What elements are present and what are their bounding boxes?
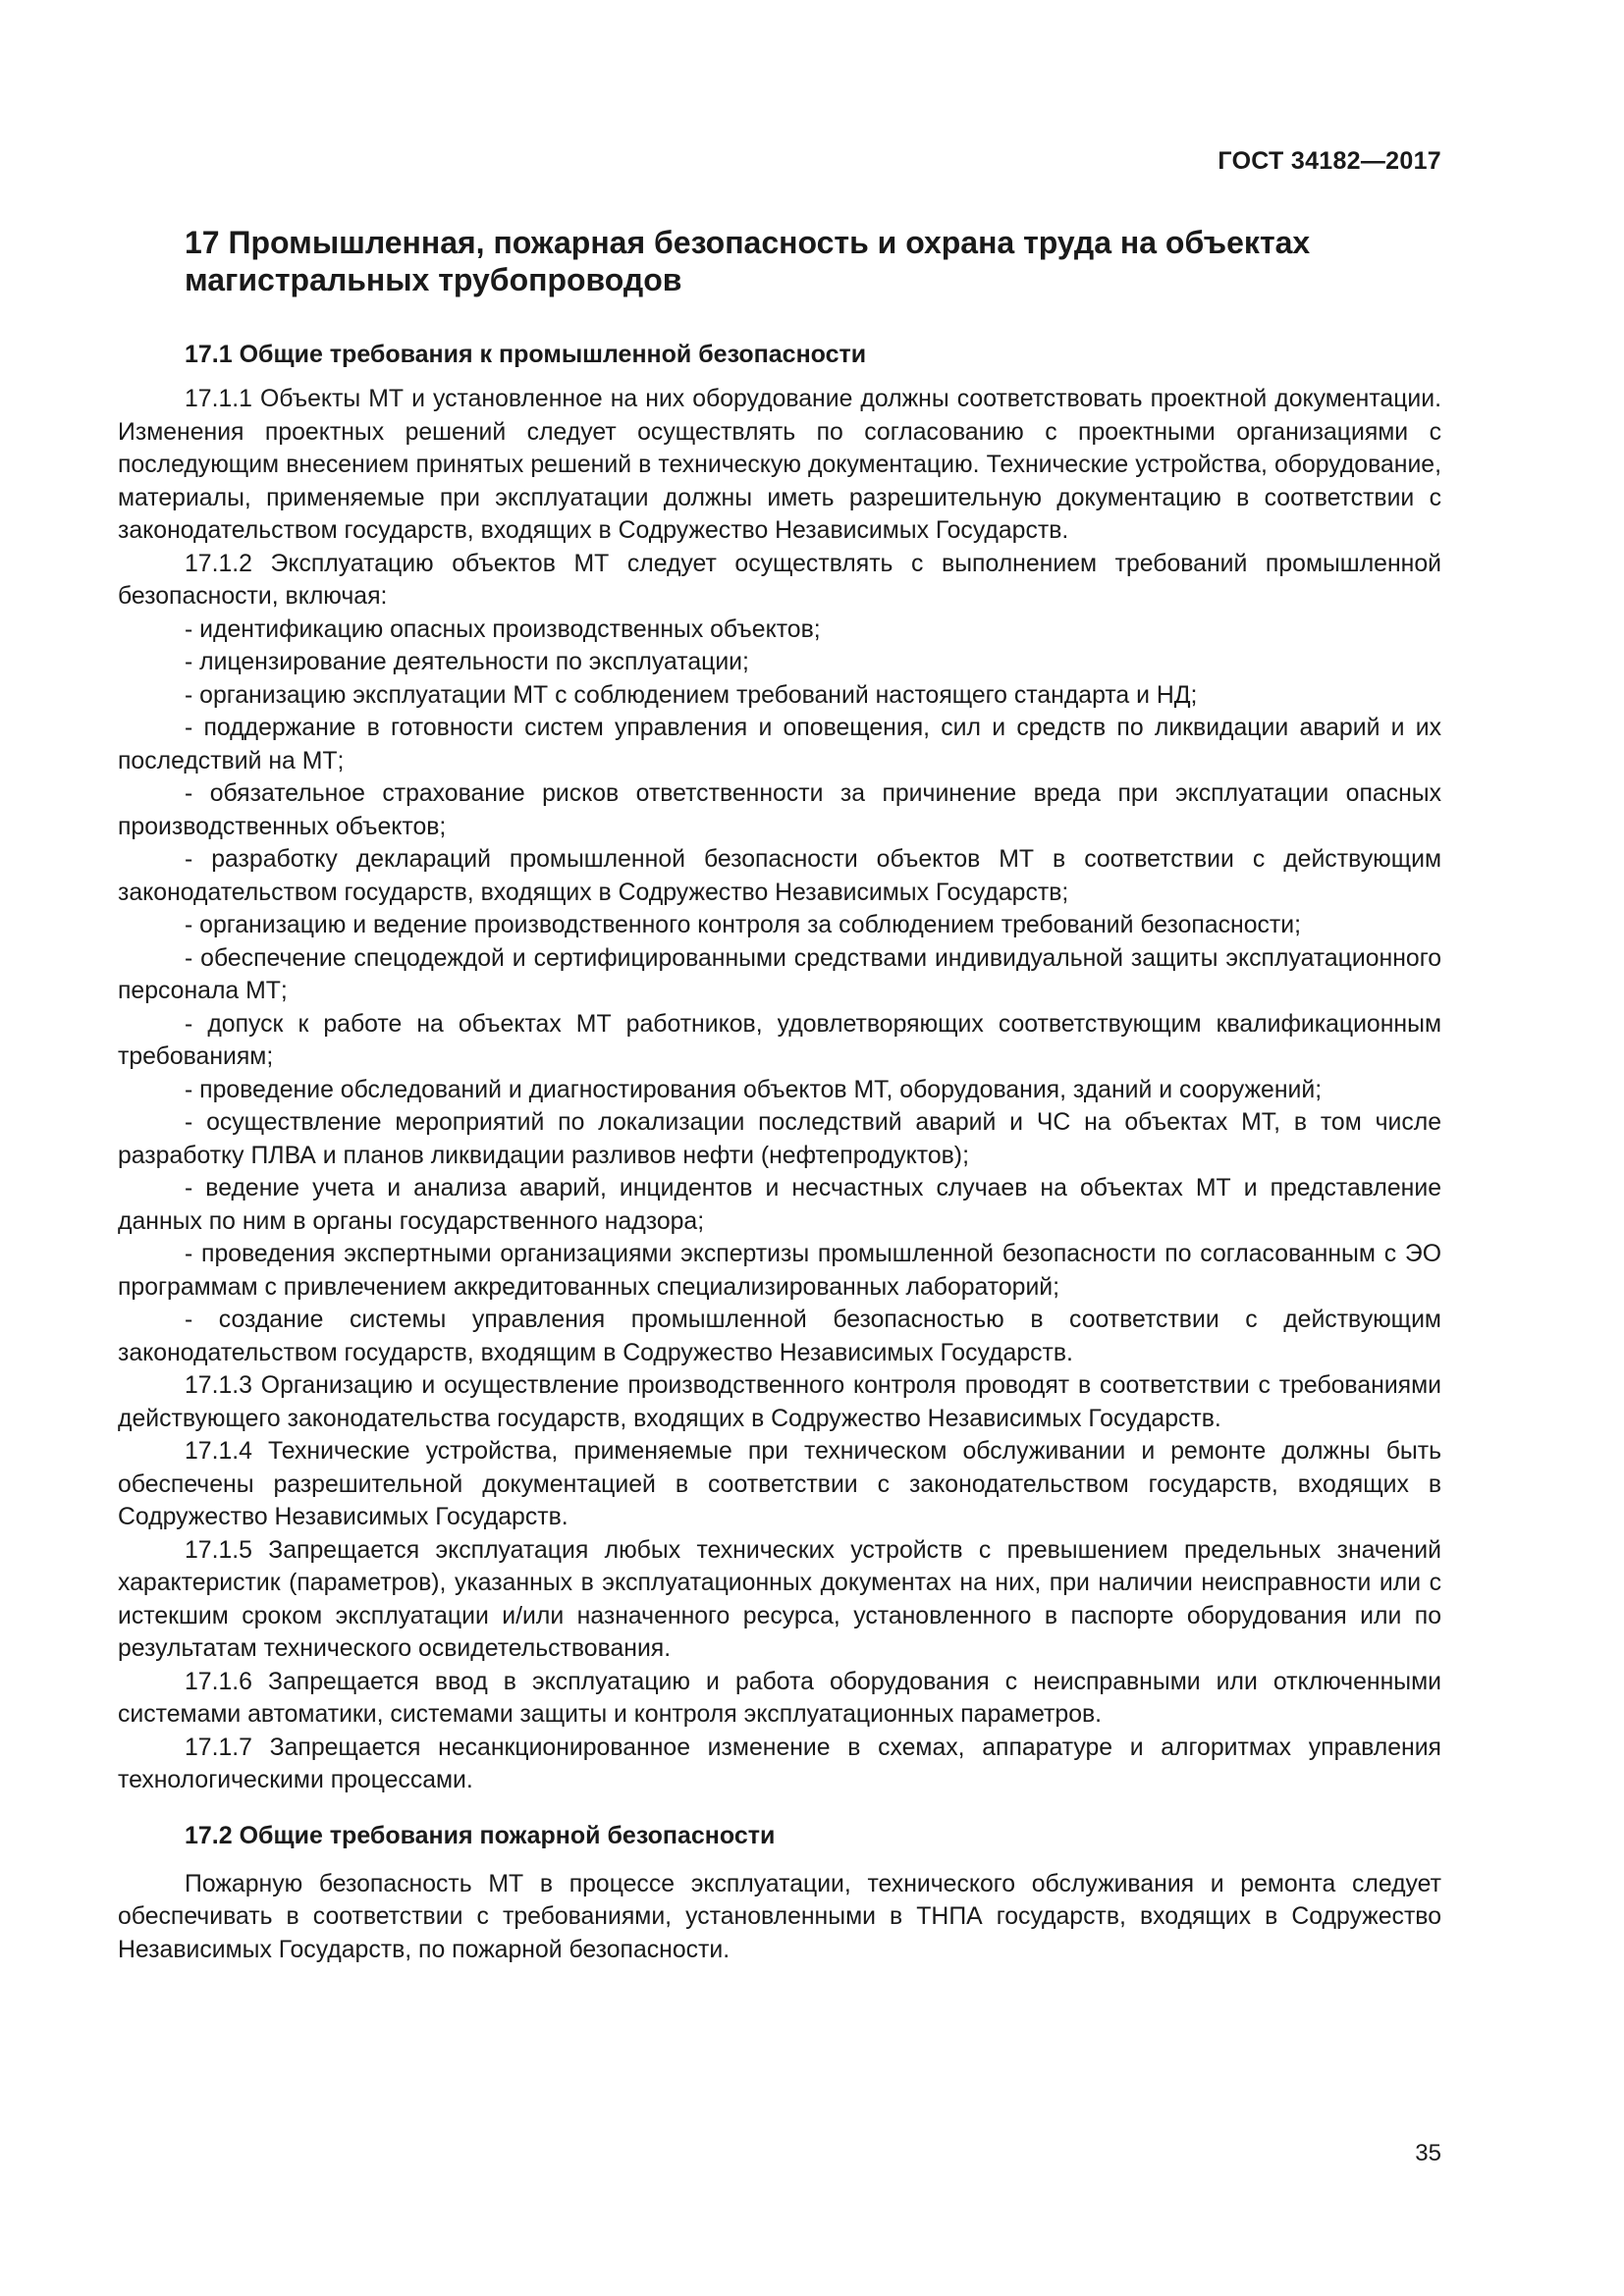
list-item: - организацию и ведение производственного контроля за соблюдением требований безопасности; (185, 912, 1301, 938)
list-item: - допуск к работе на объектах МТ работников, удовлетворяющих соответствующим квалификационным требованиям; (118, 1010, 1441, 1070)
list-item: - лицензирование деятельности по эксплуатации; (185, 649, 749, 675)
subsection-title-17-1: 17.1 Общие требования к промышленной безопасности (185, 341, 867, 368)
list-item: - ведение учета и анализа аварий, инцидентов и несчастных случаев на объектах МТ и представление данных по ним в органы государственного надзора; (118, 1175, 1441, 1235)
section-title: 17 Промышленная, пожарная безопасность и охрана труда на объектах магистральных трубопроводов (185, 225, 1311, 297)
list-item: - организацию эксплуатации МТ с соблюдением требований настоящего стандарта и НД; (185, 681, 1198, 709)
list-item: - разработку деклараций промышленной безопасности объектов МТ в соответствии с действующим законодательством государств, входящих в Содружество Независимых Государств; (118, 846, 1441, 906)
requirements-list (118, 614, 1441, 1370)
paragraph-17-1-6: 17.1.6 Запрещается ввод в эксплуатацию и работа оборудования с неисправными или отключенными системами автоматики, системами защиты и контроля эксплуатационных параметров. (118, 1668, 1441, 1728)
list-item: - создание системы управления промышленной безопасностью в соответствии с действующим законодательством государств, входящим в Содружество Независимых Государств. (118, 1307, 1441, 1366)
paragraph-17-1-5: 17.1.5 Запрещается эксплуатация любых технических устройств с превышением предельных значений характеристик (параметров), указанных в эксплуатационных документах на них, при наличии неисправности или с истекшим сроком эксплуатации и/или назначенного ресурса, установленного в паспорте оборудования или по результатам технического освидетельствования. (118, 1536, 1441, 1662)
paragraph-17-1-7: 17.1.7 Запрещается несанкционированное изменение в схемах, аппаратуре и алгоритмах управления технологическими процессами. (118, 1734, 1441, 1793)
standard-code: ГОСТ 34182—2017 (1218, 147, 1441, 175)
list-item: - обеспечение спецодеждой и сертифицированными средствами индивидуальной защиты эксплуатационного персонала МТ; (118, 944, 1441, 1004)
list-item: - проведения экспертными организациями экспертизы промышленной безопасности по согласованным с ЭО программам с привлечением аккредитованных специализированных лабораторий; (118, 1241, 1441, 1301)
subsection-title-17-2: 17.2 Общие требования пожарной безопасности (185, 1821, 776, 1849)
list-item: - идентификацию опасных производственных объектов; (185, 615, 821, 643)
list-item: - проведение обследований и диагностирования объектов МТ, оборудования, зданий и сооружений; (185, 1076, 1323, 1103)
page-number: 35 (1415, 2140, 1441, 2166)
page-content (118, 224, 1441, 1966)
paragraph-17-2: Пожарную безопасность МТ в процессе эксплуатации, технического обслуживания и ремонта следует обеспечивать в соответствии с требованиями, установленными в ТНПА государств, входящих в Содружество Независимых Государств, по пожарной безопасности. (118, 1870, 1441, 1963)
paragraph-17-1-4: 17.1.4 Технические устройства, применяемые при техническом обслуживании и ремонте должны быть обеспечены разрешительной документацией в соответствии с законодательством государств, входящих в Содружество Независимых Государств. (118, 1438, 1441, 1530)
list-item: - обязательное страхование рисков ответственности за причинение вреда при эксплуатации опасных производственных объектов; (118, 780, 1441, 840)
paragraph-17-1-3: 17.1.3 Организацию и осуществление производственного контроля проводят в соответствии с требованиями действующего законодательства государств, входящих в Содружество Независимых Государств. (118, 1372, 1441, 1432)
list-item: - осуществление мероприятий по локализации последствий аварий и ЧС на объектах МТ, в том числе разработку ПЛВА и планов ликвидации разливов нефти (нефтепродуктов); (118, 1109, 1441, 1169)
paragraph-17-1-1: 17.1.1 Объекты МТ и установленное на них оборудование должны соответствовать проектной документации. Изменения проектных решений следует осуществлять по согласованию с проектными организациями с последующим внесением принятых решений в техническую документацию. Технические устройства, оборудование, материалы, применяемые при эксплуатации должны иметь разрешительную документацию в соответствии с законодательством государств, входящих в Содружество Независимых Государств. (118, 386, 1441, 544)
paragraph-17-1-2: 17.1.2 Эксплуатацию объектов МТ следует осуществлять с выполнением требований промышленной безопасности, включая: (118, 550, 1441, 610)
list-item: - поддержание в готовности систем управления и оповещения, сил и средств по ликвидации аварий и их последствий на МТ; (118, 715, 1441, 774)
